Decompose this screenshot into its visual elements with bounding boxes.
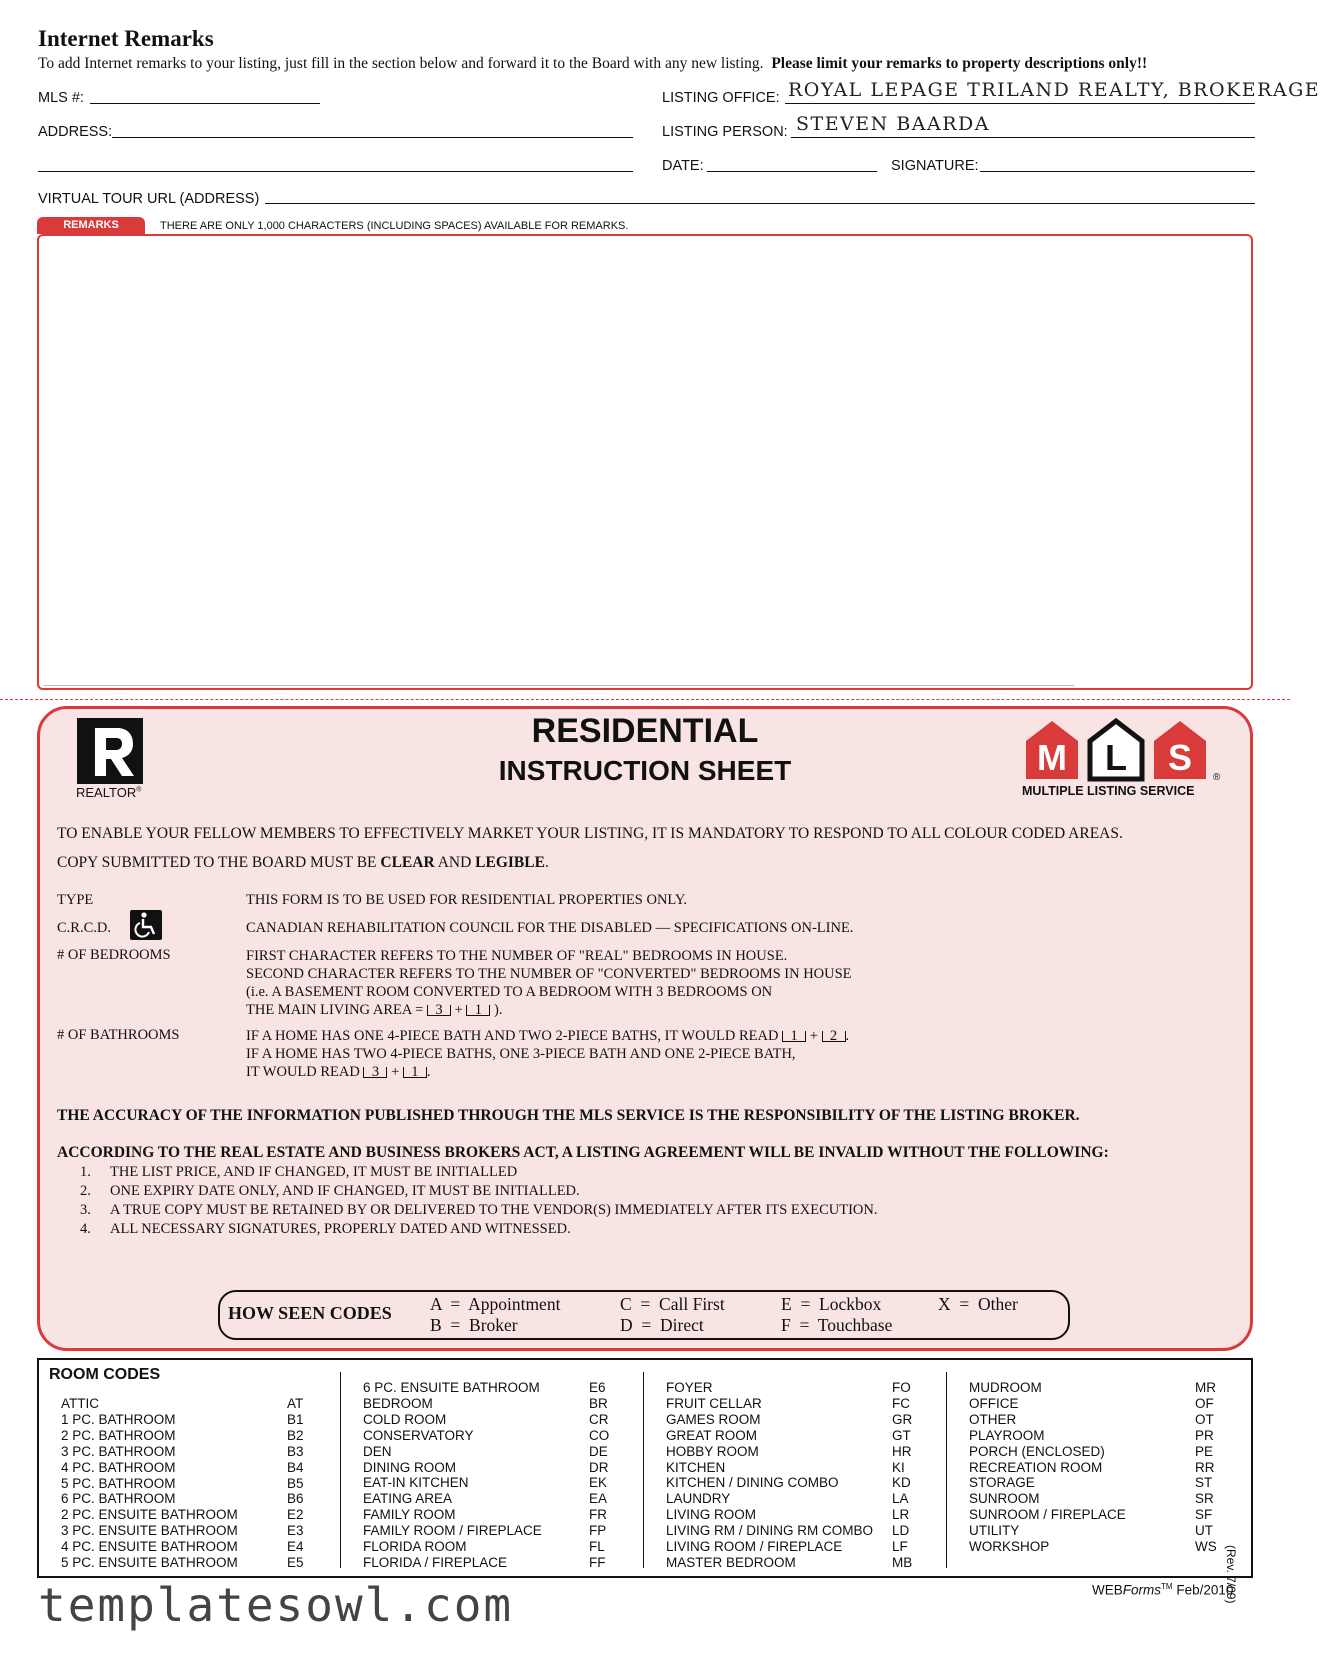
room-name: EAT-IN KITCHEN bbox=[363, 1475, 469, 1491]
room-code-row bbox=[969, 1380, 1231, 1396]
act-list bbox=[80, 1163, 878, 1239]
how-seen-col-ab bbox=[430, 1294, 560, 1336]
room-code: PE bbox=[1195, 1443, 1214, 1459]
room-name: BEDROOM bbox=[363, 1395, 433, 1411]
listing-person-field[interactable] bbox=[791, 137, 1255, 138]
room-name: PORCH (ENCLOSED) bbox=[969, 1443, 1105, 1459]
room-code: E6 bbox=[589, 1380, 606, 1395]
room-code-row bbox=[969, 1475, 1231, 1491]
room-code: B5 bbox=[287, 1475, 304, 1491]
room-code-row bbox=[61, 1491, 323, 1507]
room-code-row bbox=[363, 1460, 625, 1476]
room-code: E2 bbox=[287, 1507, 304, 1523]
room-code: UT bbox=[1195, 1523, 1213, 1539]
room-code: RR bbox=[1195, 1459, 1215, 1475]
room-code-row bbox=[61, 1523, 323, 1539]
room-code-row bbox=[61, 1444, 323, 1460]
room-name: FLORIDA / FIREPLACE bbox=[363, 1554, 508, 1570]
room-code-row bbox=[666, 1396, 928, 1412]
sheet-intro-2: COPY SUBMITTED TO THE BOARD MUST BE CLEAR AND LEGIBLE. bbox=[57, 854, 549, 871]
room-name: FLORIDA ROOM bbox=[363, 1539, 467, 1555]
remarks-note: THERE ARE ONLY 1,000 CHARACTERS (INCLUDING SPACES) AVAILABLE FOR REMARKS. bbox=[160, 220, 629, 232]
room-code-row bbox=[666, 1475, 928, 1491]
room-name: LAUNDRY bbox=[666, 1491, 731, 1507]
room-name: FAMILY ROOM / FIREPLACE bbox=[363, 1523, 542, 1539]
room-code-row bbox=[969, 1539, 1231, 1555]
room-code-row bbox=[969, 1412, 1231, 1428]
room-code-row bbox=[666, 1491, 928, 1507]
room-codes-col-4 bbox=[969, 1380, 1231, 1555]
revision-label: (Rev. 7/09) bbox=[1224, 1545, 1238, 1604]
room-divider-2 bbox=[643, 1372, 644, 1568]
room-name: EATING AREA bbox=[363, 1491, 453, 1507]
room-name: PLAYROOM bbox=[969, 1427, 1045, 1443]
mls-letter-s: S bbox=[1167, 737, 1192, 778]
room-code: EA bbox=[589, 1491, 608, 1507]
room-code: KI bbox=[892, 1459, 905, 1475]
room-divider-1 bbox=[340, 1372, 341, 1568]
room-name: SUNROOM / FIREPLACE bbox=[969, 1507, 1126, 1523]
address-field[interactable] bbox=[112, 137, 633, 138]
room-name: OFFICE bbox=[969, 1395, 1019, 1411]
room-name: LIVING ROOM bbox=[666, 1507, 757, 1523]
room-code-row bbox=[363, 1491, 625, 1507]
mls-field[interactable] bbox=[90, 103, 320, 104]
how-seen-col-cd bbox=[620, 1294, 725, 1336]
realtor-logo bbox=[77, 718, 143, 784]
how-seen-x: X = Other bbox=[938, 1294, 1018, 1314]
room-code: B6 bbox=[287, 1491, 304, 1507]
room-name: OTHER bbox=[969, 1411, 1017, 1427]
intro-bold: Please limit your remarks to property descriptions only!! bbox=[771, 55, 1148, 72]
room-code: B1 bbox=[287, 1411, 304, 1427]
room-name: MASTER BEDROOM bbox=[666, 1554, 796, 1570]
room-name: RECREATION ROOM bbox=[969, 1459, 1103, 1475]
room-code: FR bbox=[589, 1507, 607, 1523]
listing-office-value: ROYAL LEPAGE TRILAND REALTY, BROKERAGE bbox=[788, 79, 1320, 101]
room-code: E5 bbox=[287, 1555, 304, 1571]
watermark: templatesowl.com bbox=[38, 1578, 514, 1632]
room-name: 5 PC. ENSUITE BATHROOM bbox=[61, 1555, 238, 1571]
room-name: FRUIT CELLAR bbox=[666, 1395, 762, 1411]
room-name: 1 PC. BATHROOM bbox=[61, 1411, 176, 1427]
room-name: 6 PC. BATHROOM bbox=[61, 1491, 176, 1507]
room-name: 3 PC. BATHROOM bbox=[61, 1443, 176, 1459]
room-code: B4 bbox=[287, 1459, 304, 1475]
remarks-baseline bbox=[44, 685, 1074, 686]
address-field-line2[interactable] bbox=[38, 171, 633, 172]
bathrooms-box-4: 1 bbox=[403, 1067, 427, 1078]
room-name: STORAGE bbox=[969, 1475, 1035, 1491]
room-code: ST bbox=[1195, 1475, 1213, 1491]
room-code-row bbox=[363, 1444, 625, 1460]
room-code: FF bbox=[589, 1554, 606, 1570]
sheet-title: RESIDENTIAL bbox=[531, 712, 759, 750]
act-heading: ACCORDING TO THE REAL ESTATE AND BUSINESS BROKERS ACT, A LISTING AGREEMENT WILL BE INVALID WITHOUT THE FOLLOWING: bbox=[57, 1144, 1109, 1161]
room-code: BR bbox=[589, 1395, 608, 1411]
how-seen-a: A = Appointment bbox=[430, 1294, 561, 1314]
room-code-row bbox=[666, 1380, 928, 1396]
date-label: DATE: bbox=[662, 158, 704, 174]
mls-logo bbox=[1022, 715, 1217, 783]
crcd-text: CANADIAN REHABILITATION COUNCIL FOR THE DISABLED — SPECIFICATIONS ON-LINE. bbox=[246, 920, 854, 936]
act-item: 3. A TRUE COPY MUST BE RETAINED BY OR DELIVERED TO THE VENDOR(S) IMMEDIATELY AFTER ITS EXECUTION. bbox=[80, 1202, 878, 1218]
room-name: 5 PC. BATHROOM bbox=[61, 1475, 176, 1491]
room-code-row bbox=[363, 1380, 625, 1396]
room-name: MUDROOM bbox=[969, 1380, 1042, 1395]
bedrooms-text: FIRST CHARACTER REFERS TO THE NUMBER OF "REAL" BEDROOMS IN HOUSE. SECOND CHARACTER REFERS TO THE NUMBER OF "CONVERTED" BEDROOMS IN HOUSE (i.e. A BASEMENT ROOM CONVERTED TO A BEDROOM WITH 3 BEDROOMS ON THE MAIN LIVING AREA = 3 + 1 ). bbox=[246, 948, 852, 1019]
type-label: TYPE bbox=[57, 892, 94, 908]
how-seen-f: F = Touchbase bbox=[781, 1315, 893, 1335]
room-name: KITCHEN bbox=[666, 1459, 726, 1475]
room-code-row bbox=[666, 1460, 928, 1476]
room-name: WORKSHOP bbox=[969, 1539, 1050, 1555]
signature-field[interactable] bbox=[980, 171, 1255, 172]
room-code: FC bbox=[892, 1395, 910, 1411]
room-code: MR bbox=[1195, 1380, 1216, 1395]
act-item: 1. THE LIST PRICE, AND IF CHANGED, IT MUST BE INITIALLED bbox=[80, 1164, 518, 1180]
room-code-row bbox=[61, 1555, 323, 1571]
room-code-row bbox=[666, 1412, 928, 1428]
room-code: LD bbox=[892, 1523, 910, 1539]
room-code: DE bbox=[589, 1443, 608, 1459]
room-code: FP bbox=[589, 1523, 607, 1539]
room-code-row bbox=[61, 1396, 323, 1412]
room-divider-3 bbox=[946, 1372, 947, 1568]
room-code-row bbox=[363, 1539, 625, 1555]
date-field[interactable] bbox=[707, 171, 877, 172]
address-label: ADDRESS: bbox=[38, 124, 113, 140]
room-code-row bbox=[61, 1428, 323, 1444]
room-name: UTILITY bbox=[969, 1523, 1020, 1539]
remarks-tab: REMARKS bbox=[37, 217, 145, 234]
sheet-intro-1: TO ENABLE YOUR FELLOW MEMBERS TO EFFECTIVELY MARKET YOUR LISTING, IT IS MANDATORY TO RESPOND TO ALL COLOUR CODED AREAS. bbox=[57, 825, 1123, 842]
virtual-tour-label: VIRTUAL TOUR URL (ADDRESS) bbox=[38, 191, 260, 207]
room-codes-title: ROOM CODES bbox=[49, 1366, 161, 1383]
room-name: 2 PC. ENSUITE BATHROOM bbox=[61, 1507, 238, 1523]
room-code-row bbox=[666, 1444, 928, 1460]
bedrooms-label: # OF BEDROOMS bbox=[57, 947, 171, 963]
bathrooms-text: IF A HOME HAS ONE 4-PIECE BATH AND TWO 2-PIECE BATHS, IT WOULD READ 1 + 2 . IF A HOME HAS TWO 4-PIECE BATHS, ONE 3-PIECE BATH AND ONE 2-PIECE BATH, IT WOULD READ 3 + 1 . bbox=[246, 1028, 850, 1081]
sheet-subtitle: INSTRUCTION SHEET bbox=[498, 755, 792, 786]
crcd-label: C.R.C.D. bbox=[57, 920, 111, 936]
room-name: HOBBY ROOM bbox=[666, 1443, 759, 1459]
realtor-r-icon bbox=[77, 718, 143, 784]
wheelchair-icon bbox=[130, 910, 162, 940]
cut-line bbox=[0, 699, 1290, 700]
how-seen-b: B = Broker bbox=[430, 1315, 518, 1335]
room-code-row bbox=[363, 1507, 625, 1523]
how-seen-d: D = Direct bbox=[620, 1315, 704, 1335]
how-seen-c: C = Call First bbox=[620, 1294, 725, 1314]
room-name: LIVING RM / DINING RM COMBO bbox=[666, 1523, 874, 1539]
signature-label: SIGNATURE: bbox=[891, 158, 979, 174]
room-code: LR bbox=[892, 1507, 910, 1523]
room-code-row bbox=[969, 1507, 1231, 1523]
room-code-row bbox=[363, 1475, 625, 1491]
room-name: GREAT ROOM bbox=[666, 1427, 758, 1443]
how-seen-e: E = Lockbox bbox=[781, 1294, 882, 1314]
listing-person-label: LISTING PERSON: bbox=[662, 124, 788, 140]
act-item: 2. ONE EXPIRY DATE ONLY, AND IF CHANGED, IT MUST BE INITIALLED. bbox=[80, 1183, 580, 1199]
room-code-row bbox=[363, 1412, 625, 1428]
room-code-row bbox=[666, 1507, 928, 1523]
room-code-row bbox=[61, 1412, 323, 1428]
internet-remarks-title: Internet Remarks bbox=[38, 26, 214, 51]
mls-caption: MULTIPLE LISTING SERVICE bbox=[1022, 784, 1195, 798]
room-code: MB bbox=[892, 1554, 913, 1570]
room-name: ATTIC bbox=[61, 1396, 99, 1411]
realtor-label: REALTOR® bbox=[76, 785, 142, 800]
how-seen-col-ef bbox=[781, 1294, 892, 1336]
bathrooms-box-3: 3 bbox=[363, 1067, 387, 1078]
room-code-row bbox=[363, 1428, 625, 1444]
room-name: 4 PC. ENSUITE BATHROOM bbox=[61, 1539, 238, 1555]
room-name: CONSERVATORY bbox=[363, 1427, 474, 1443]
mls-label: MLS #: bbox=[38, 90, 84, 106]
room-code: B2 bbox=[287, 1427, 304, 1443]
room-code-row bbox=[363, 1396, 625, 1412]
listing-office-field[interactable] bbox=[785, 103, 1255, 104]
room-codes-col-3 bbox=[666, 1380, 928, 1571]
room-code: CO bbox=[589, 1427, 610, 1443]
room-code-row bbox=[61, 1460, 323, 1476]
room-name: 2 PC. BATHROOM bbox=[61, 1427, 176, 1443]
room-code: DR bbox=[589, 1459, 609, 1475]
room-code: FO bbox=[892, 1380, 911, 1395]
room-code: PR bbox=[1195, 1427, 1214, 1443]
room-code-row bbox=[61, 1476, 323, 1492]
room-code-row bbox=[61, 1539, 323, 1555]
accuracy-statement: THE ACCURACY OF THE INFORMATION PUBLISHED THROUGH THE MLS SERVICE IS THE RESPONSIBILITY OF THE LISTING BROKER. bbox=[57, 1107, 1080, 1124]
room-name: FAMILY ROOM bbox=[363, 1507, 456, 1523]
room-code: OT bbox=[1195, 1411, 1214, 1427]
bedrooms-box-converted: 1 bbox=[466, 1005, 490, 1016]
room-code: AT bbox=[287, 1396, 304, 1411]
how-seen-title: HOW SEEN CODES bbox=[228, 1303, 392, 1323]
room-code: CR bbox=[589, 1411, 609, 1427]
room-code-row bbox=[666, 1428, 928, 1444]
room-code: KD bbox=[892, 1475, 911, 1491]
bathrooms-box-2: 2 bbox=[822, 1031, 846, 1042]
room-code: EK bbox=[589, 1475, 608, 1491]
room-code-row bbox=[969, 1444, 1231, 1460]
room-code: SR bbox=[1195, 1491, 1214, 1507]
mls-letter-m: M bbox=[1037, 737, 1067, 778]
room-name: 6 PC. ENSUITE BATHROOM bbox=[363, 1380, 540, 1395]
room-code: SF bbox=[1195, 1507, 1213, 1523]
room-code-row bbox=[969, 1460, 1231, 1476]
room-name: COLD ROOM bbox=[363, 1411, 447, 1427]
room-code: E3 bbox=[287, 1523, 304, 1539]
remarks-textarea[interactable] bbox=[37, 234, 1253, 690]
bedrooms-box-real: 3 bbox=[427, 1005, 451, 1016]
bathrooms-box-1: 1 bbox=[782, 1031, 806, 1042]
mls-registered: ® bbox=[1213, 772, 1221, 783]
intro-normal: To add Internet remarks to your listing, just fill in the section below and forward it to the Board with any new listing. bbox=[38, 55, 764, 72]
room-name: LIVING ROOM / FIREPLACE bbox=[666, 1539, 843, 1555]
bathrooms-label: # OF BATHROOMS bbox=[57, 1027, 180, 1043]
room-code-row bbox=[969, 1428, 1231, 1444]
room-code-row bbox=[666, 1555, 928, 1571]
room-name: DEN bbox=[363, 1443, 392, 1459]
room-name: KITCHEN / DINING COMBO bbox=[666, 1475, 839, 1491]
room-codes-col-2 bbox=[363, 1380, 625, 1571]
room-code: LA bbox=[892, 1491, 909, 1507]
room-code: OF bbox=[1195, 1395, 1214, 1411]
virtual-tour-field[interactable] bbox=[265, 203, 1255, 204]
type-text: THIS FORM IS TO BE USED FOR RESIDENTIAL PROPERTIES ONLY. bbox=[246, 892, 688, 908]
mls-letter-l: L bbox=[1105, 737, 1127, 778]
room-code-row bbox=[363, 1555, 625, 1571]
room-name: FOYER bbox=[666, 1380, 713, 1395]
room-code-row bbox=[61, 1507, 323, 1523]
room-code: HR bbox=[892, 1443, 912, 1459]
room-name: SUNROOM bbox=[969, 1491, 1040, 1507]
room-code: FL bbox=[589, 1539, 605, 1555]
room-code: LF bbox=[892, 1539, 908, 1555]
act-item: 4. ALL NECESSARY SIGNATURES, PROPERLY DATED AND WITNESSED. bbox=[80, 1221, 571, 1237]
room-code: GT bbox=[892, 1427, 911, 1443]
room-code-row bbox=[969, 1523, 1231, 1539]
room-name: 4 PC. BATHROOM bbox=[61, 1459, 176, 1475]
room-code: B3 bbox=[287, 1443, 304, 1459]
room-code: WS bbox=[1195, 1539, 1217, 1555]
room-code-row bbox=[363, 1523, 625, 1539]
room-codes-col-1 bbox=[61, 1396, 323, 1571]
room-code-row bbox=[969, 1491, 1231, 1507]
listing-person-value: STEVEN BAARDA bbox=[796, 113, 990, 135]
webforms-label: WEBForms™ Feb/2010 bbox=[1092, 1582, 1234, 1598]
room-code-row bbox=[969, 1396, 1231, 1412]
listing-office-label: LISTING OFFICE: bbox=[662, 90, 780, 106]
room-name: DINING ROOM bbox=[363, 1459, 456, 1475]
room-name: 3 PC. ENSUITE BATHROOM bbox=[61, 1523, 238, 1539]
intro-text bbox=[38, 55, 1147, 73]
room-code-row bbox=[666, 1539, 928, 1555]
room-code-row bbox=[666, 1523, 928, 1539]
room-code: GR bbox=[892, 1411, 913, 1427]
room-name: GAMES ROOM bbox=[666, 1411, 761, 1427]
room-code: E4 bbox=[287, 1539, 304, 1555]
